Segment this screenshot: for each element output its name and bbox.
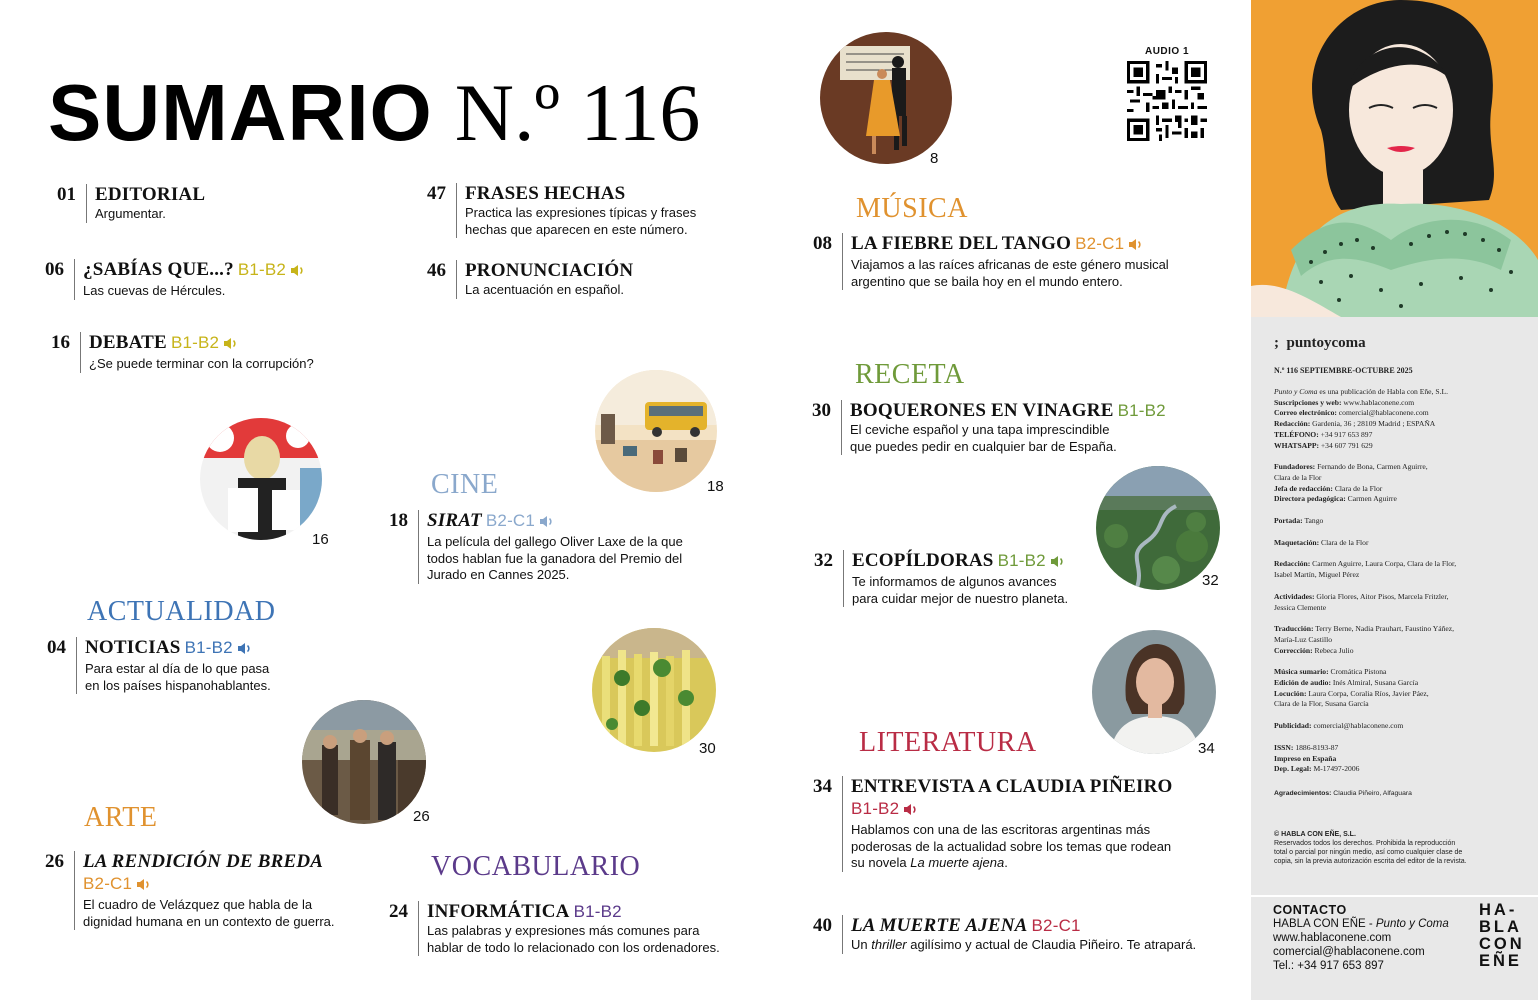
level-badge: B2-C1 (1031, 916, 1081, 935)
entry-title: ¿SABÍAS QUE...? (83, 259, 234, 280)
contact-company: HABLA CON EÑE - (1273, 918, 1376, 930)
entry-desc-line: El ceviche español y una tapa imprescindible (850, 422, 1110, 437)
page-number: 34 (813, 776, 832, 797)
page-title (48, 66, 700, 160)
section-arte: ARTE (84, 802, 158, 833)
entry-breda[interactable] (36, 851, 335, 930)
credit-text: Fernando de Bona, Carmen Aguirre, (1315, 462, 1428, 472)
entry-desc-line: Viajamos a las raíces africanas de este género musical (851, 257, 1169, 272)
contact-phone: Tel.: +34 917 653 897 (1273, 960, 1384, 972)
photo-number: 16 (312, 531, 329, 548)
credit-text: Clara de la Flor, Susana García (1274, 699, 1369, 709)
credits-group (1274, 516, 1514, 527)
section-cine: CINE (431, 469, 499, 500)
speaker-icon[interactable] (539, 512, 555, 534)
credit-label: Actividades: (1274, 591, 1315, 601)
level-badge: B2-C1 (485, 511, 536, 530)
page-number: 40 (813, 915, 832, 936)
page-number: 16 (51, 332, 70, 353)
qr-label: AUDIO 1 (1144, 46, 1190, 57)
credit-label: Redacción: (1274, 419, 1311, 429)
entry-desc: ¿Se puede terminar con la corrupción? (89, 356, 314, 371)
credit-label: Música sumario: (1274, 667, 1329, 677)
credit-text: Gardenia, 36 ; 28109 Madrid ; ESPAÑA (1310, 419, 1436, 429)
credit-text: +34 917 653 897 (1318, 429, 1373, 439)
entry-desc-line: La película del gallego Oliver Laxe de la que (427, 534, 683, 549)
credit-text: 1886-8193-87 (1293, 742, 1339, 752)
semicolon-icon: ; (1274, 335, 1287, 351)
credit-text: Clara de la Flor (1332, 483, 1383, 493)
credit-label: Maquetación: (1274, 537, 1320, 547)
entry-title: LA RENDICIÓN DE BREDA (83, 851, 324, 872)
credits-block (1274, 335, 1514, 866)
entry-desc-line: todos hablan fue la ganadora del Premio del (427, 550, 683, 566)
entry-desc-line: Jurado en Cannes 2025. (427, 567, 570, 582)
logo-line: BLA (1479, 918, 1522, 936)
page-number: 08 (813, 233, 832, 254)
credits-group (1274, 538, 1514, 549)
entry-desc-line: Te informamos de algunos avances (852, 574, 1057, 589)
website-link[interactable]: www.hablaconene.com (1341, 397, 1415, 407)
contact-block (1273, 903, 1449, 973)
credit-text: Rebeca Julio (1312, 645, 1354, 655)
contact-website-link[interactable]: www.hablaconene.com (1273, 932, 1392, 944)
photo-tango (820, 32, 952, 164)
photo-sirat (595, 370, 717, 492)
entry-title: ENTREVISTA A CLAUDIA PIÑEIRO (851, 776, 1173, 797)
entry-desc-line: Las palabras y expresiones más comunes para (427, 923, 700, 938)
credit-text: Carmen Aguirre, Laura Corpa, Clara de la Flor, (1310, 559, 1457, 569)
copyright-notice (1274, 830, 1514, 866)
level-badge: B1-B2 (573, 902, 622, 921)
credit-label: Edición de audio: (1274, 678, 1331, 688)
credit-label: Dep. Legal: (1274, 764, 1312, 774)
level-badge: B2-C1 (1075, 234, 1125, 253)
photo-number: 30 (699, 740, 716, 757)
page-number: 01 (57, 184, 76, 205)
photo-number: 32 (1202, 572, 1219, 589)
entry-desc-line: que puedes pedir en cualquier bar de España. (850, 438, 1117, 454)
photo-number: 26 (413, 808, 430, 825)
credits-group (1274, 462, 1514, 505)
credit-text: es una publicación de Habla con Eñe, S.L. (1317, 387, 1448, 396)
credit-text: Terry Berne, Nadia Prauhart, Faustino Yáñez, (1313, 624, 1455, 634)
entry-editorial[interactable] (48, 184, 205, 223)
entry-title: INFORMÁTICA (427, 901, 570, 922)
entry-desc: La acentuación en español. (465, 282, 625, 297)
sidebar-panel (1251, 0, 1538, 1000)
credit-text: Laura Corpa, Coralia Ríos, Javier Páez, (1306, 688, 1429, 698)
contact-magazine: Punto y Coma (1375, 918, 1449, 930)
entry-desc-line: para cuidar mejor de nuestro planeta. (852, 590, 1069, 606)
entry-desc-line (851, 937, 1196, 954)
brand-name: puntoycoma (1286, 335, 1366, 351)
speaker-icon[interactable] (903, 800, 919, 822)
photo-number: 8 (930, 150, 939, 167)
page-number: 32 (814, 550, 833, 571)
credits-group (1274, 559, 1514, 580)
credit-text: Tango (1302, 516, 1324, 526)
credit-text: Jessica Clemente (1274, 602, 1327, 612)
qr-code-block[interactable] (1126, 46, 1208, 146)
desc-text: Un (851, 937, 872, 952)
copyright-label: © HABLA CON EÑE, S.L. (1274, 830, 1356, 838)
photo-number: 34 (1198, 740, 1215, 757)
entry-ecopildoras[interactable] (805, 550, 1068, 607)
entry-desc-line: dignidad humana en un contexto de guerra. (83, 913, 335, 929)
entry-title: EDITORIAL (95, 184, 206, 205)
contact-heading: CONTACTO (1273, 903, 1347, 917)
credit-text: Claudia Piñeiro, Alfaguara (1331, 789, 1412, 797)
italic-word: thriller (871, 937, 907, 952)
page-number: 04 (47, 637, 66, 658)
credit-label: ISSN: (1274, 742, 1294, 752)
issue-line: N.º 116 SEPTIEMBRE-OCTUBRE 2025 (1274, 366, 1413, 375)
credit-text: Punto y Coma (1274, 387, 1318, 396)
desc-text: su novela (851, 855, 911, 870)
entry-desc-line: Hablamos con una de las escritoras argentinas más (851, 822, 1151, 837)
entry-desc-line: hechas que aparecen en este número. (465, 221, 688, 237)
entry-title: PRONUNCIACIÓN (465, 260, 634, 281)
section-vocabulario: VOCABULARIO (431, 851, 641, 882)
credit-label: Traducción: (1274, 624, 1314, 634)
level-badge: B1-B2 (184, 638, 233, 657)
credit-text: Isabel Martín, Miguel Pérez (1274, 570, 1360, 580)
brand-logo (1274, 335, 1514, 352)
entry-sabias[interactable] (36, 259, 306, 300)
logo-line: CON (1479, 935, 1525, 953)
entry-desc-line: poderosas de la actualidad sobre los temas que rodean (851, 838, 1172, 854)
speaker-icon[interactable] (237, 639, 253, 661)
credit-label: Corrección: (1274, 645, 1313, 655)
credit-text: Cromática Pistona (1328, 667, 1387, 677)
credit-label: Impreso en España (1274, 753, 1337, 763)
credits-group (1274, 743, 1514, 775)
desc-text: agilísimo y actual de Claudia Piñeiro. Te atrapará. (906, 937, 1197, 952)
credit-label: TELÉFONO: (1274, 429, 1319, 439)
entry-desc-line: Para estar al día de lo que pasa (85, 661, 270, 676)
email-link[interactable]: comercial@hablaconene.com (1311, 721, 1404, 731)
entry-title: SIRAT (427, 510, 482, 531)
credit-label: Fundadores: (1274, 462, 1316, 472)
entry-noticias[interactable] (38, 637, 271, 694)
entry-desc-line: argentino que se baila hoy en el mundo entero. (851, 273, 1123, 289)
page-number: 30 (812, 400, 831, 421)
credits-group (1274, 667, 1514, 710)
entry-desc-line: hablar de todo lo relacionado con los ordenadores. (427, 939, 720, 955)
entry-sirat[interactable] (380, 510, 683, 584)
photo-debate (200, 418, 322, 540)
entry-boquerones[interactable] (803, 400, 1166, 455)
speaker-icon[interactable] (290, 261, 306, 283)
book-title: La muerte ajena (910, 855, 1005, 870)
credit-label: Directora pedagógica: (1274, 494, 1346, 504)
habla-con-ene-logo (1479, 902, 1525, 970)
credits-group (1274, 387, 1514, 451)
entry-title: DEBATE (89, 332, 167, 353)
credit-label: Publicidad: (1274, 721, 1312, 731)
title-word: SUMARIO (48, 68, 433, 157)
section-literatura: LITERATURA (859, 727, 1037, 758)
credit-label: Portada: (1274, 516, 1303, 526)
credit-label: WHATSAPP: (1274, 440, 1319, 450)
copyright-text: copia, sin la previa autorización escrita del editor de la revista. (1274, 857, 1467, 865)
entry-frases[interactable] (418, 183, 696, 238)
credit-text: Clara de la Flor (1319, 537, 1369, 547)
section-receta: RECETA (855, 359, 965, 390)
entry-desc-line (851, 855, 1172, 872)
desc-text: . (1004, 855, 1008, 870)
speaker-icon[interactable] (136, 875, 152, 897)
speaker-icon[interactable] (1050, 552, 1066, 574)
entry-title: NOTICIAS (85, 637, 181, 658)
credit-label: Jefa de redacción: (1274, 483, 1333, 493)
section-musica: MÚSICA (856, 193, 968, 224)
page-number: 26 (45, 851, 64, 872)
page-number: 47 (427, 183, 446, 204)
credit-text: +34 607 791 629 (1319, 440, 1373, 450)
entry-informatica[interactable] (380, 901, 720, 956)
entry-desc-line: Practica las expresiones típicas y frases (465, 205, 697, 220)
logo-line: EÑE (1479, 952, 1522, 970)
level-badge: B1-B2 (997, 551, 1046, 570)
credit-label: Redacción: (1274, 559, 1311, 569)
page-number: 18 (389, 510, 408, 531)
photo-number: 18 (707, 478, 724, 495)
divider (1251, 895, 1538, 897)
entry-title: FRASES HECHAS (465, 183, 626, 204)
page-number: 24 (389, 901, 408, 922)
level-badge: B1-B2 (1117, 401, 1166, 420)
credit-label: Correo electrónico: (1274, 408, 1337, 418)
copyright-text: Reservados todos los derechos. Prohibida la reproducción (1274, 839, 1456, 847)
page-number: 06 (45, 259, 64, 280)
credits-group (1274, 789, 1514, 800)
photo-breda (302, 700, 426, 824)
photo-claudia (1092, 630, 1216, 754)
copyright-text: total o parcial por ningún medio, así como cualquier clase de (1274, 848, 1463, 856)
entry-desc-line: El cuadro de Velázquez que habla de la (83, 897, 313, 912)
page-number: 46 (427, 260, 446, 281)
credits-group (1274, 721, 1514, 732)
credit-text: Inés Almiral, Susana García (1330, 678, 1419, 688)
qr-code-icon[interactable] (1127, 61, 1207, 141)
entry-muerte[interactable] (804, 915, 1196, 954)
entry-title: LA FIEBRE DEL TANGO (851, 233, 1072, 254)
issue-number: N.º 116 (454, 67, 701, 158)
credit-text: Gloria Flores, Aitor Pisos, Marcela Fritzler, (1314, 591, 1449, 601)
speaker-icon[interactable] (223, 334, 239, 356)
level-badge: B1-B2 (851, 799, 900, 818)
entry-title: BOQUERONES EN VINAGRE (850, 400, 1114, 421)
credit-text: Clara de la Flor (1274, 472, 1322, 482)
entry-pronunciacion[interactable] (418, 260, 633, 299)
entry-desc: Argumentar. (95, 206, 166, 221)
entry-title: ECOPÍLDORAS (852, 550, 994, 571)
credit-text: M-17497-2006 (1311, 764, 1360, 774)
credit-text: Carmen Aguirre (1345, 494, 1397, 504)
cover-illustration (1251, 0, 1538, 317)
email-link[interactable]: comercial@hablaconene.com (1336, 408, 1429, 418)
entry-debate[interactable] (42, 332, 314, 373)
entry-tango[interactable] (804, 233, 1169, 290)
photo-boquerones (592, 628, 716, 752)
speaker-icon[interactable] (1128, 235, 1144, 257)
credits-group (1274, 624, 1514, 656)
credit-label: Suscripciones y web: (1274, 397, 1342, 407)
contact-email-link[interactable]: comercial@hablaconene.com (1273, 946, 1425, 958)
entry-desc-line: en los países hispanohablantes. (85, 677, 271, 693)
credits-group (1274, 592, 1514, 613)
section-actualidad: ACTUALIDAD (87, 596, 276, 627)
logo-line: HA- (1479, 901, 1518, 919)
credit-text: María-Luz Castillo (1274, 634, 1332, 644)
level-badge: B1-B2 (237, 260, 287, 279)
credit-label: Locución: (1274, 688, 1307, 698)
level-badge: B2-C1 (83, 874, 133, 893)
entry-entrevista[interactable] (804, 776, 1172, 872)
entry-title: LA MUERTE AJENA (851, 915, 1028, 936)
credit-label: Agradecimientos: (1274, 789, 1332, 797)
entry-desc: Las cuevas de Hércules. (83, 283, 226, 298)
level-badge: B1-B2 (170, 333, 220, 352)
